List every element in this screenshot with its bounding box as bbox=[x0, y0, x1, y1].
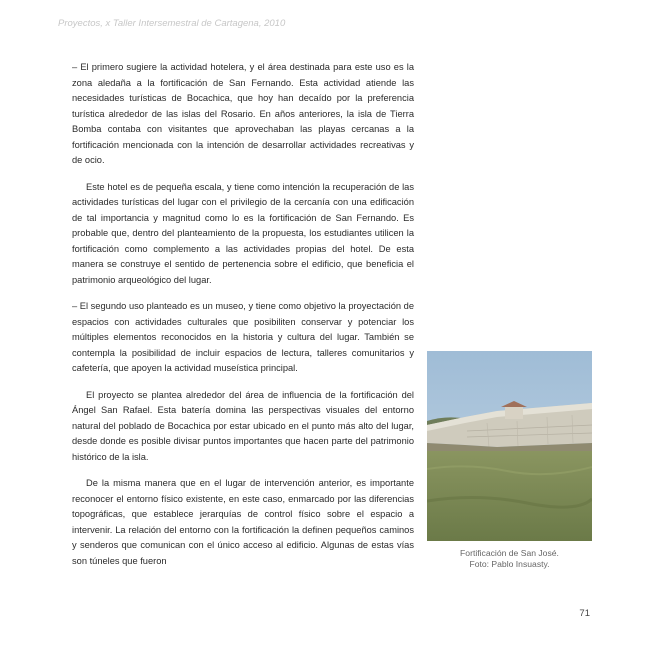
paragraph-3: – El segundo uso planteado es un museo, y tiene como objetivo la proyectación de espacios con actividades culturales que posibiliten conservar y potenciar los múltiples elementos reconocidos en la historia y cultura del lugar. También se contempla la posibilidad de incluir espacios de lectura, talleres comunitarios y cafetería, que apoyen la actividad museística principal. bbox=[72, 301, 414, 373]
paragraph-4: El proyecto se plantea alrededor del área de influencia de la fortificación del Ángel San Rafael. Esta batería domina las perspectivas visuales del entorno natural del poblado de Bocachica por estar ubicado en el punto más alto del lugar, desde donde es posible divisar puntos importantes que hacen parte del patrimonio histórico de la isla. bbox=[72, 389, 414, 462]
paragraph-1: – El primero sugiere la actividad hotelera, y el área destinada para este uso es la zona aledaña a la fortificación de San Fernando. Esta actividad atiende las necesidades turísticas de Bocachica, que hoy han decaído por la preferencia turística alrededor de las islas del Rosario. En años anteriores, la isla de Tierra Bomba contaba con visitantes que aprovechaban las playas cercanas a la fortificación mencionada con la intención de desarrollar actividades recreativas y de ocio. bbox=[72, 62, 414, 165]
photo-caption bbox=[427, 548, 592, 570]
body-text bbox=[72, 60, 414, 580]
caption-line-2: Foto: Pablo Insuasty. bbox=[469, 559, 550, 569]
fortification-photo-drawing bbox=[427, 351, 592, 541]
fortification-photo bbox=[427, 351, 592, 541]
caption-line-1: Fortificación de San José. bbox=[460, 548, 559, 558]
paragraph-5: De la misma manera que en el lugar de intervención anterior, es importante reconocer el entorno físico existente, en este caso, enmarcado por las diferencias topográficas, que establece jerarquías de control físico sobre el espacio a intervenir. La relación del entorno con la fortificación la definen pequeños caminos y senderos que comunican con el único acceso al edificio. Algunas de estas vías son túneles que fueron bbox=[72, 478, 414, 566]
paragraph-2: Este hotel es de pequeña escala, y tiene como intención la recuperación de las actividades turísticas del lugar con el privilegio de la cercanía con una edificación de tal importancia y magnitud como lo es la fortificación de San Fernando. Es probable que, dentro del planteamiento de la propuesta, los estudiantes utilicen la fortificación como complemento a las actividades propias del hotel. De esta manera se construye el sentido de pertenencia sobre el edificio, que beneficia el patrimonio arqueológico del lugar. bbox=[72, 181, 414, 285]
page-number: 71 bbox=[579, 608, 590, 619]
running-header: Proyectos, x Taller Intersemestral de Cartagena, 2010 bbox=[58, 18, 286, 29]
